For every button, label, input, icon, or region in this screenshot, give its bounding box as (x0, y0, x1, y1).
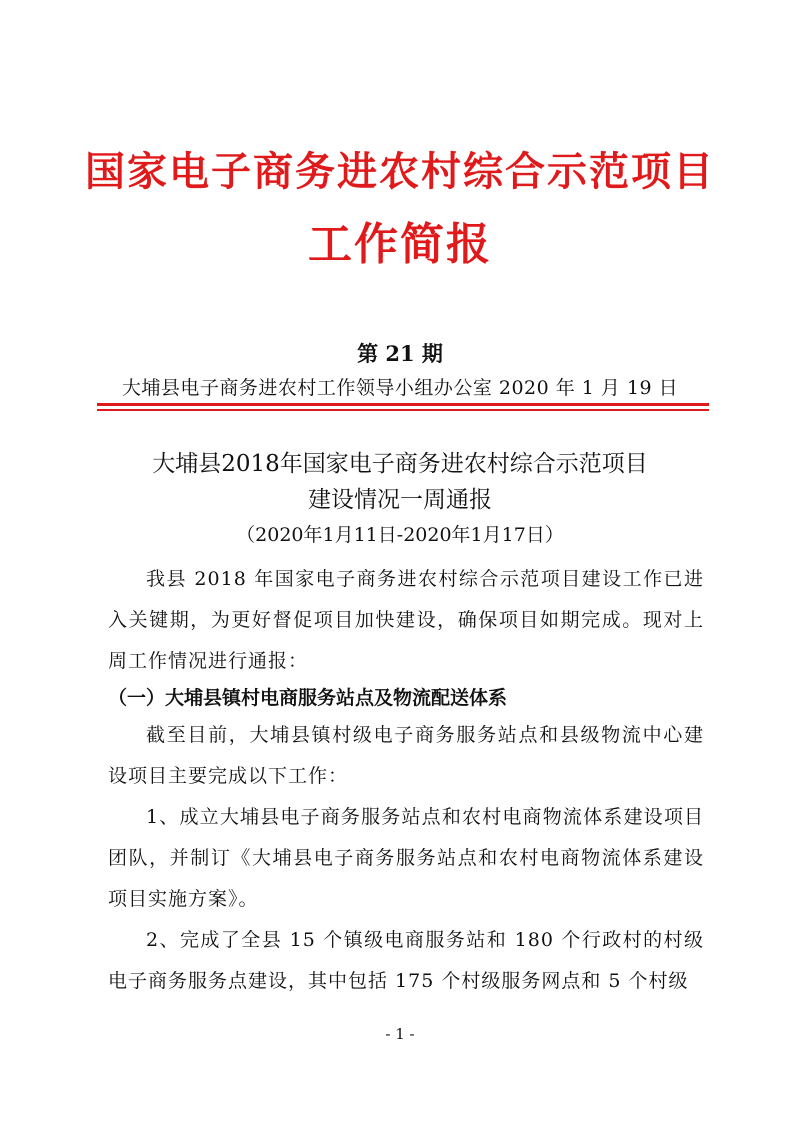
red-divider-thick (97, 403, 709, 406)
intro-paragraph: 我县 2018 年国家电子商务进农村综合示范项目建设工作已进入关键期，为更好督促项目加快建设，确保项目如期完成。现对上周工作情况进行通报： (108, 568, 704, 672)
report-title-line2: 建设情况一周通报 (308, 487, 492, 513)
issuer-and-date: 大埔县电子商务进农村工作领导小组办公室 2020 年 1 月 19 日 (121, 377, 679, 399)
page-number: - 1 - (385, 1025, 415, 1043)
brief-title-line1: 国家电子商务进农村综合示范项目 (85, 148, 715, 195)
report-period: （2020年1月11日-2020年1月17日） (236, 524, 564, 546)
section-intro-paragraph: 截至目前，大埔县镇村级电子商务服务站点和县级物流中心建设项目主要完成以下工作： (108, 724, 704, 787)
issue-number: 第 21 期 (357, 341, 443, 366)
brief-title-line2: 工作简报 (308, 219, 492, 270)
item-1-paragraph: 1、成立大埔县电子商务服务站点和农村电商物流体系建设项目团队，并制订《大埔县电子商务服务站点和农村电商物流体系建设项目实施方案》。 (108, 806, 704, 910)
section-heading: （一）大埔县镇村电商服务站点及物流配送体系 (108, 687, 508, 709)
report-title-line1: 大埔县2018年国家电子商务进农村综合示范项目 (152, 451, 648, 477)
item-2-paragraph: 2、完成了全县 15 个镇级电商服务站和 180 个行政村的村级电子商务服务点建设，其中包括 175 个村级服务网点和 5 个村级 (108, 929, 704, 992)
red-divider-thin (97, 409, 709, 411)
